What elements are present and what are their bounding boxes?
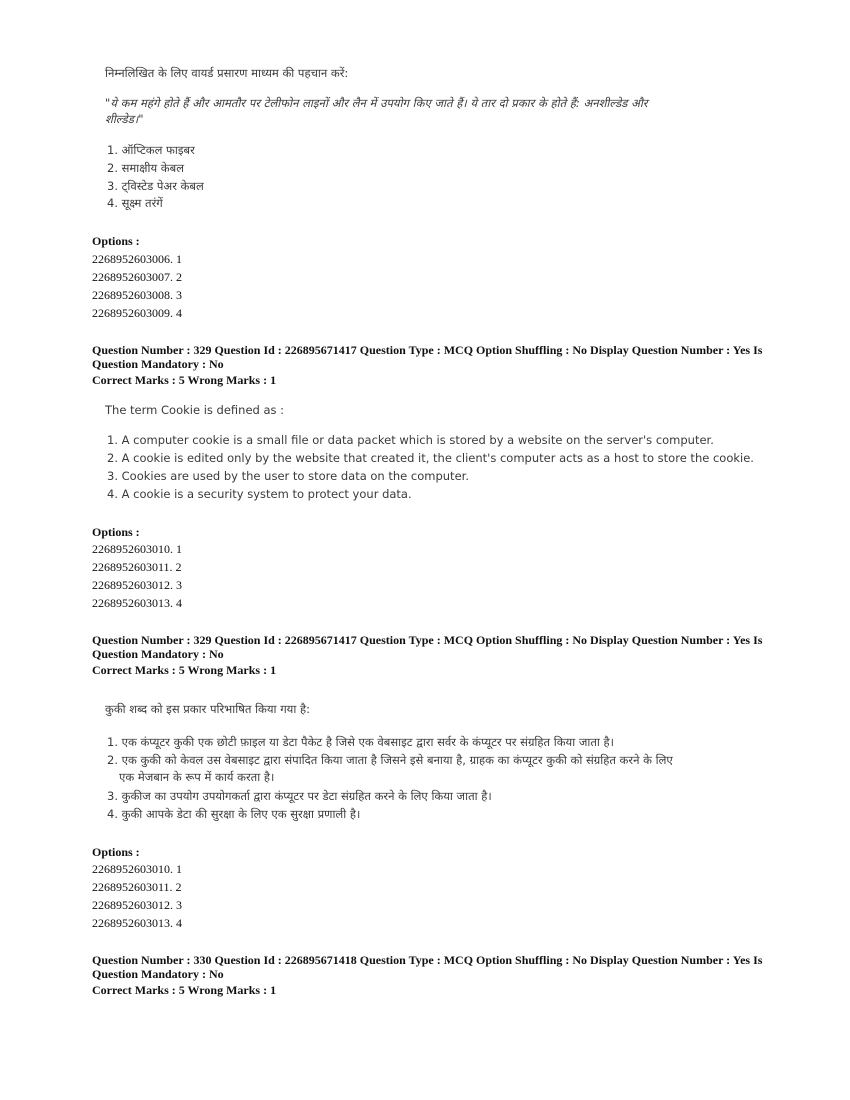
choice-item: 1. A computer cookie is a small file or data packet which is stored by a website on the server's computer. [107,433,714,447]
question-prompt: कुकी शब्द को इस प्रकार परिभाषित किया गया है: [105,702,310,716]
option-id: 2268952603006. 1 [92,252,182,266]
option-id: 2268952603013. 4 [92,916,182,930]
choice-item: 1. ऑप्टिकल फाइबर [107,143,195,157]
options-label: Options : [92,525,140,539]
option-id: 2268952603010. 1 [92,862,182,876]
question-quote-line: "ये कम महंगे होते हैं और आमतौर पर टेलीफोन लाइनों और लैन में उपयोग किए जाते हैं। ये तार दो प्रकार के होते हैं: अनशील्डेड और [105,96,648,110]
question-prompt: The term Cookie is defined as : [105,403,285,417]
meta-line: Question Mandatory : No [92,647,224,661]
choice-item: 1. एक कंप्यूटर कुकी एक छोटी फ़ाइल या डेटा पैकेट है जिसे एक वेबसाइट द्वारा सर्वर के कंप्यूटर पर संग्रहित किया जाता है। [107,735,614,749]
choice-item: 4. A cookie is a security system to protect your data. [107,487,412,501]
meta-line: Correct Marks : 5 Wrong Marks : 1 [92,373,277,387]
option-id: 2268952603012. 3 [92,578,182,592]
meta-line: Question Mandatory : No [92,357,224,371]
choice-item: 2. एक कुकी को केवल उस वेबसाइट द्वारा संपादित किया जाता है जिसने इसे बनाया है, ग्राहक का कंप्यूटर कुकी को संग्रहित करने के लिए [107,753,673,767]
choice-item: 4. सूक्ष्म तरंगें [107,196,163,210]
choice-item: 3. Cookies are used by the user to store data on the computer. [107,469,469,483]
option-id: 2268952603013. 4 [92,596,182,610]
options-label: Options : [92,845,140,859]
option-id: 2268952603009. 4 [92,306,182,320]
meta-line: Question Number : 330 Question Id : 226895671418 Question Type : MCQ Option Shuffling : No Display Question Number : Yes Is [92,953,763,967]
question-prompt: निम्नलिखित के लिए वायर्ड प्रसारण माध्यम की पहचान करें: [105,66,349,80]
meta-line: Correct Marks : 5 Wrong Marks : 1 [92,983,277,997]
meta-line: Correct Marks : 5 Wrong Marks : 1 [92,663,277,677]
choice-item: 3. ट्विस्टेड पेअर केबल [107,179,204,193]
question-meta [92,633,772,677]
options-label: Options : [92,234,140,248]
choice-item: 4. कुकी आपके डेटा की सुरक्षा के लिए एक सुरक्षा प्रणाली है। [107,807,361,821]
choice-item: 2. A cookie is edited only by the website that created it, the client's computer acts as a host to store the cookie. [107,451,754,465]
meta-line: Question Mandatory : No [92,967,224,981]
question-quote-line: शील्डेड।" [105,112,144,126]
meta-line: Question Number : 329 Question Id : 226895671417 Question Type : MCQ Option Shuffling : No Display Question Number : Yes Is [92,343,763,357]
option-id: 2268952603007. 2 [92,270,182,284]
choice-item-continuation: एक मेजबान के रूप में कार्य करता है। [119,770,275,784]
choice-item: 3. कुकीज का उपयोग उपयोगकर्ता द्वारा कंप्यूटर पर डेटा संग्रहित करने के लिए किया जाता है। [107,789,492,803]
choice-item: 2. समाक्षीय केबल [107,161,185,175]
question-meta [92,343,772,387]
option-id: 2268952603010. 1 [92,542,182,556]
option-id: 2268952603012. 3 [92,898,182,912]
meta-line: Question Number : 329 Question Id : 226895671417 Question Type : MCQ Option Shuffling : No Display Question Number : Yes Is [92,633,763,647]
option-id: 2268952603011. 2 [92,880,182,894]
question-meta [92,953,772,997]
option-id: 2268952603011. 2 [92,560,182,574]
option-id: 2268952603008. 3 [92,288,182,302]
